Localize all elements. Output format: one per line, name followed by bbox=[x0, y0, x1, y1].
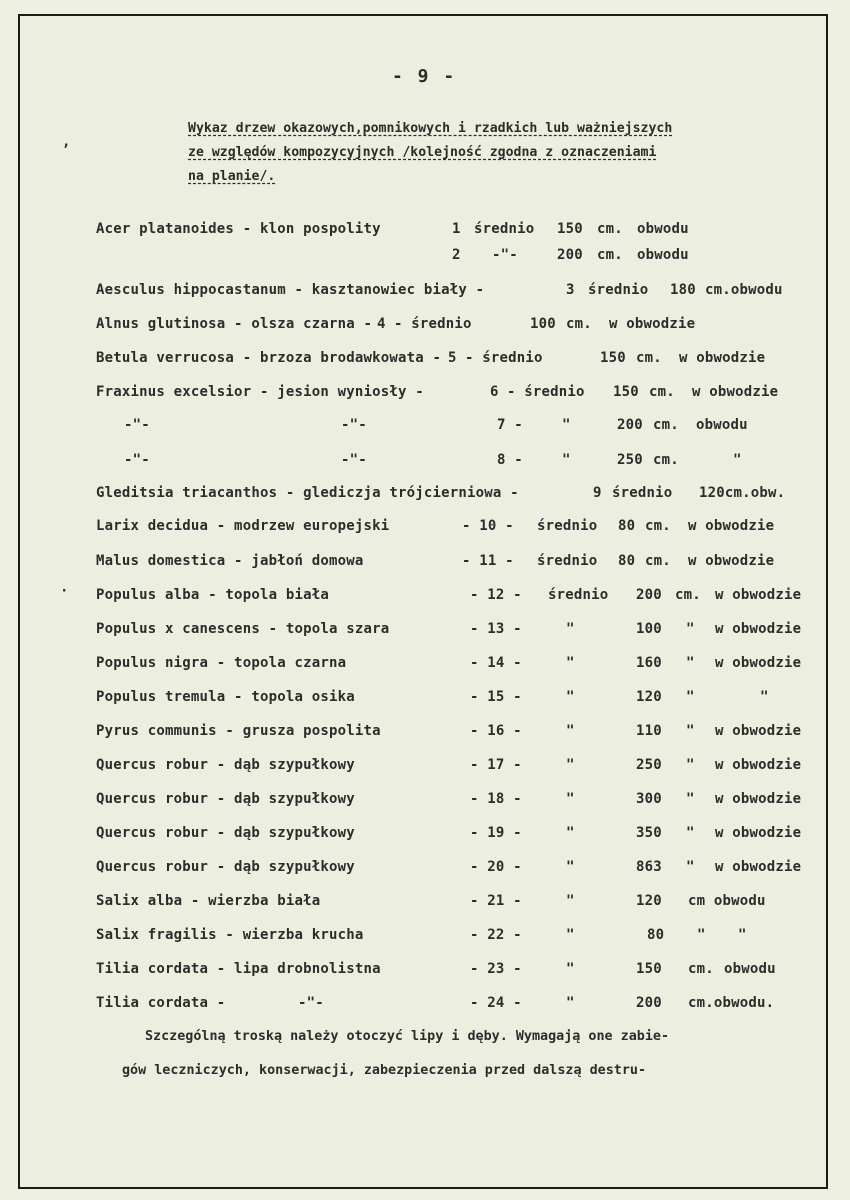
unit: cm. bbox=[688, 961, 714, 977]
measure-note: w obwodzie bbox=[679, 350, 766, 366]
circumference-value: 100 bbox=[636, 621, 662, 637]
circumference-value: 150 bbox=[600, 350, 626, 366]
unit: " bbox=[686, 825, 695, 841]
circumference-value: 80 bbox=[618, 518, 636, 534]
measure-note: w obwodzie bbox=[715, 859, 802, 875]
measure-qualifier: średnio bbox=[537, 553, 598, 569]
tree-number: - 24 - bbox=[470, 995, 522, 1011]
measure-note: obwodu bbox=[637, 221, 689, 237]
species-name: Alnus glutinosa - olsza czarna - bbox=[96, 316, 373, 332]
unit: cm obwodu bbox=[688, 893, 766, 909]
ditto-mark: -"- bbox=[298, 995, 324, 1011]
tree-number: - 11 - bbox=[462, 553, 514, 569]
tree-number: - 16 - bbox=[470, 723, 522, 739]
tree-number: 7 - bbox=[497, 417, 523, 433]
circumference-value: 100 bbox=[530, 316, 556, 332]
measure-qualifier: " bbox=[566, 825, 575, 841]
circumference-value: 200 bbox=[636, 587, 662, 603]
tree-number: - 12 - bbox=[470, 587, 522, 603]
circumference-value: 120 bbox=[636, 893, 662, 909]
heading-line: Wykaz drzew okazowych,pomnikowych i rzadkich lub ważniejszych bbox=[188, 121, 673, 136]
measure-qualifier: średnio bbox=[474, 221, 535, 237]
circumference-value: 120 bbox=[636, 689, 662, 705]
measure-note: " bbox=[738, 927, 747, 943]
unit: cm. bbox=[645, 553, 671, 569]
species-name: Pyrus communis - grusza pospolita bbox=[96, 723, 381, 739]
species-name: Acer platanoides - klon pospolity bbox=[96, 221, 381, 237]
species-name: Betula verrucosa - brzoza brodawkowata - bbox=[96, 350, 442, 366]
measure-qualifier: - średnio bbox=[394, 316, 472, 332]
ditto-mark: -"- bbox=[124, 417, 150, 433]
species-name: Quercus robur - dąb szypułkowy bbox=[96, 859, 355, 875]
unit: cm. bbox=[566, 316, 592, 332]
species-name: Fraxinus excelsior - jesion wyniosły - bbox=[96, 384, 424, 400]
measure-note: " bbox=[733, 452, 742, 468]
measure-qualifier: " bbox=[566, 723, 575, 739]
unit: cm. bbox=[645, 518, 671, 534]
measure-note: obwodu bbox=[637, 247, 689, 263]
species-name: Malus domestica - jabłoń domowa bbox=[96, 553, 364, 569]
tree-number: - 13 - bbox=[470, 621, 522, 637]
circumference-value: 160 bbox=[636, 655, 662, 671]
closing-paragraph-line: gów leczniczych, konserwacji, zabezpieczenia przed dalszą destru- bbox=[122, 1063, 647, 1078]
measure-qualifier: -"- bbox=[492, 247, 518, 263]
unit: " bbox=[686, 757, 695, 773]
unit: " bbox=[686, 859, 695, 875]
circumference-value: 180 bbox=[670, 282, 696, 298]
circumference-value: 120cm.obw. bbox=[699, 485, 786, 501]
species-name: Salix fragilis - wierzba krucha bbox=[96, 927, 364, 943]
page-number: - 9 - bbox=[392, 66, 457, 87]
species-name: Quercus robur - dąb szypułkowy bbox=[96, 757, 355, 773]
species-name: Populus tremula - topola osika bbox=[96, 689, 355, 705]
tree-number: 3 bbox=[566, 282, 575, 298]
unit: cm. bbox=[653, 417, 679, 433]
ditto-mark: -"- bbox=[341, 452, 367, 468]
unit: " bbox=[686, 791, 695, 807]
circumference-value: 200 bbox=[557, 247, 583, 263]
measure-qualifier: - średnio bbox=[465, 350, 543, 366]
measure-note: w obwodzie bbox=[715, 621, 802, 637]
tree-number: - 23 - bbox=[470, 961, 522, 977]
unit: " bbox=[686, 723, 695, 739]
circumference-value: 150 bbox=[613, 384, 639, 400]
unit: cm. bbox=[675, 587, 701, 603]
measure-note: " bbox=[760, 689, 769, 705]
measure-qualifier: " bbox=[566, 757, 575, 773]
unit: " bbox=[686, 689, 695, 705]
tree-number: - 15 - bbox=[470, 689, 522, 705]
unit: cm.obwodu bbox=[705, 282, 783, 298]
measure-note: obwodu bbox=[724, 961, 776, 977]
circumference-value: 150 bbox=[557, 221, 583, 237]
circumference-value: 200 bbox=[617, 417, 643, 433]
species-name: Populus alba - topola biała bbox=[96, 587, 329, 603]
tree-number: - 22 - bbox=[470, 927, 522, 943]
measure-note: w obwodzie bbox=[609, 316, 696, 332]
circumference-value: 80 bbox=[647, 927, 665, 943]
tree-number: - 18 - bbox=[470, 791, 522, 807]
unit: cm.obwodu. bbox=[688, 995, 775, 1011]
tree-number: - 20 - bbox=[470, 859, 522, 875]
measure-note: w obwodzie bbox=[715, 757, 802, 773]
unit: " bbox=[697, 927, 706, 943]
unit: cm. bbox=[597, 247, 623, 263]
list-heading bbox=[188, 117, 828, 189]
tree-number: 5 bbox=[448, 350, 457, 366]
ditto-mark: -"- bbox=[341, 417, 367, 433]
tree-number: 2 bbox=[452, 247, 461, 263]
measure-qualifier: " bbox=[562, 417, 571, 433]
measure-qualifier: średnio bbox=[537, 518, 598, 534]
measure-qualifier: średnio bbox=[548, 587, 609, 603]
measure-qualifier: " bbox=[566, 927, 575, 943]
circumference-value: 200 bbox=[636, 995, 662, 1011]
measure-note: w obwodzie bbox=[692, 384, 779, 400]
margin-mark: · bbox=[60, 583, 69, 599]
measure-qualifier: - średnio bbox=[507, 384, 585, 400]
unit: cm. bbox=[636, 350, 662, 366]
measure-qualifier: " bbox=[562, 452, 571, 468]
heading-line: na planie/. bbox=[188, 169, 276, 184]
species-name: Quercus robur - dąb szypułkowy bbox=[96, 791, 355, 807]
measure-note: w obwodzie bbox=[715, 655, 802, 671]
tree-number: - 14 - bbox=[470, 655, 522, 671]
closing-paragraph-line: Szczególną troską należy otoczyć lipy i dęby. Wymagają one zabie- bbox=[145, 1029, 670, 1044]
tree-number: 8 - bbox=[497, 452, 523, 468]
circumference-value: 150 bbox=[636, 961, 662, 977]
ditto-mark: -"- bbox=[124, 452, 150, 468]
tree-number: - 10 - bbox=[462, 518, 514, 534]
species-name: Aesculus hippocastanum - kasztanowiec biały - bbox=[96, 282, 485, 298]
circumference-value: 300 bbox=[636, 791, 662, 807]
tree-number: - 19 - bbox=[470, 825, 522, 841]
measure-qualifier: " bbox=[566, 791, 575, 807]
measure-qualifier: " bbox=[566, 995, 575, 1011]
species-name: Salix alba - wierzba biała bbox=[96, 893, 321, 909]
heading-line: ze względów kompozycyjnych /kolejność zgodna z oznaczeniami bbox=[188, 145, 657, 160]
measure-note: w obwodzie bbox=[715, 723, 802, 739]
measure-qualifier: " bbox=[566, 859, 575, 875]
measure-qualifier: " bbox=[566, 893, 575, 909]
unit: " bbox=[686, 655, 695, 671]
circumference-value: 250 bbox=[617, 452, 643, 468]
unit: cm. bbox=[597, 221, 623, 237]
species-name: Tilia cordata - bbox=[96, 995, 226, 1011]
measure-qualifier: " bbox=[566, 655, 575, 671]
measure-note: w obwodzie bbox=[715, 587, 802, 603]
measure-qualifier: średnio bbox=[612, 485, 673, 501]
circumference-value: 80 bbox=[618, 553, 636, 569]
margin-mark: , bbox=[62, 134, 71, 150]
measure-note: w obwodzie bbox=[688, 553, 775, 569]
measure-note: w obwodzie bbox=[715, 791, 802, 807]
circumference-value: 350 bbox=[636, 825, 662, 841]
unit: cm. bbox=[649, 384, 675, 400]
measure-qualifier: " bbox=[566, 689, 575, 705]
species-name: Gleditsia triacanthos - glediczja trójcierniowa - bbox=[96, 485, 519, 501]
measure-note: w obwodzie bbox=[688, 518, 775, 534]
unit: cm. bbox=[653, 452, 679, 468]
measure-qualifier: średnio bbox=[588, 282, 649, 298]
tree-number: 9 bbox=[593, 485, 602, 501]
circumference-value: 250 bbox=[636, 757, 662, 773]
tree-number: 1 bbox=[452, 221, 461, 237]
species-name: Populus nigra - topola czarna bbox=[96, 655, 347, 671]
species-name: Tilia cordata - lipa drobnolistna bbox=[96, 961, 381, 977]
tree-number: 4 bbox=[377, 316, 386, 332]
measure-qualifier: " bbox=[566, 621, 575, 637]
unit: " bbox=[686, 621, 695, 637]
tree-number: - 17 - bbox=[470, 757, 522, 773]
tree-number: 6 bbox=[490, 384, 499, 400]
tree-number: - 21 - bbox=[470, 893, 522, 909]
measure-note: obwodu bbox=[696, 417, 748, 433]
circumference-value: 863 bbox=[636, 859, 662, 875]
species-name: Larix decidua - modrzew europejski bbox=[96, 518, 390, 534]
circumference-value: 110 bbox=[636, 723, 662, 739]
measure-note: w obwodzie bbox=[715, 825, 802, 841]
species-name: Populus x canescens - topola szara bbox=[96, 621, 390, 637]
species-name: Quercus robur - dąb szypułkowy bbox=[96, 825, 355, 841]
measure-qualifier: " bbox=[566, 961, 575, 977]
